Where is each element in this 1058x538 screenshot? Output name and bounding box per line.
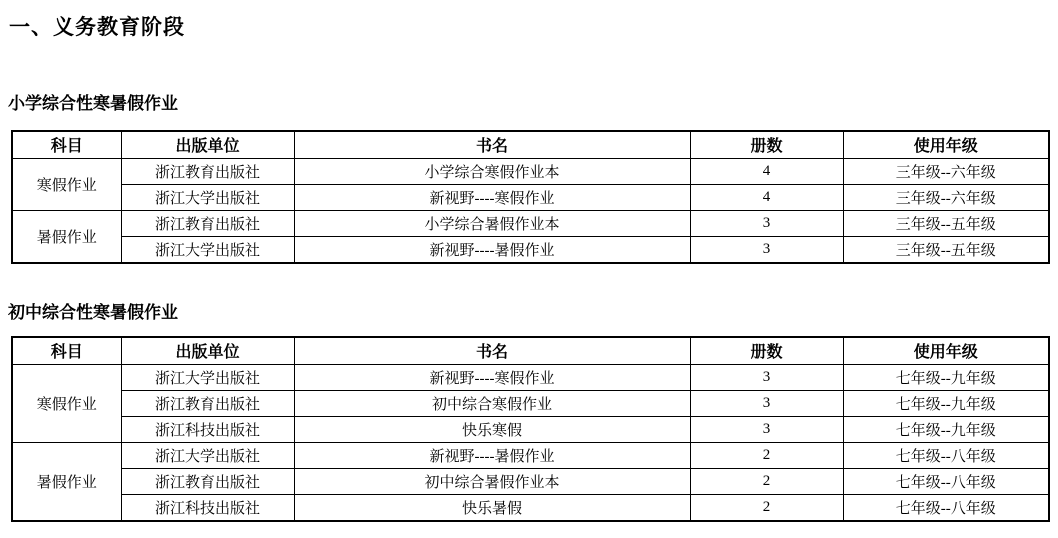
subject-cell: 暑假作业 [12,210,121,263]
book-name-cell: 小学综合暑假作业本 [294,210,690,236]
grades-cell: 三年级--五年级 [843,210,1049,236]
header-row [12,337,1049,365]
section-title: 小学综合性寒暑假作业 [8,94,178,114]
table-row [12,210,1049,236]
column-header: 册数 [690,337,843,365]
publisher-cell: 浙江教育出版社 [121,210,294,236]
column-header: 出版单位 [121,337,294,365]
volume-count-cell: 2 [690,468,843,494]
grades-cell: 七年级--九年级 [843,390,1049,416]
homework-table [11,336,1050,522]
table-row [12,416,1049,442]
volume-count-cell: 3 [690,390,843,416]
publisher-cell: 浙江教育出版社 [121,390,294,416]
table-row [12,364,1049,390]
grades-cell: 七年级--八年级 [843,494,1049,521]
volume-count-cell: 4 [690,158,843,184]
table-row [12,184,1049,210]
section-middle-school [0,303,1058,522]
column-header: 使用年级 [843,131,1049,159]
table-header [12,337,1049,365]
volume-count-cell: 3 [690,416,843,442]
grades-cell: 三年级--六年级 [843,184,1049,210]
publisher-cell: 浙江科技出版社 [121,494,294,521]
table-row [12,442,1049,468]
volume-count-cell: 3 [690,364,843,390]
book-name-cell: 新视野----寒假作业 [294,184,690,210]
publisher-cell: 浙江大学出版社 [121,236,294,263]
publisher-cell: 浙江教育出版社 [121,158,294,184]
grades-cell: 三年级--五年级 [843,236,1049,263]
subject-cell: 寒假作业 [12,158,121,210]
table-body [12,364,1049,521]
grades-cell: 七年级--九年级 [843,364,1049,390]
sections-container [0,94,1058,522]
table-header [12,131,1049,159]
page-title: 一、义务教育阶段 [9,15,185,39]
volume-count-cell: 4 [690,184,843,210]
publisher-cell: 浙江大学出版社 [121,364,294,390]
book-name-cell: 初中综合寒假作业 [294,390,690,416]
book-name-cell: 新视野----暑假作业 [294,236,690,263]
book-name-cell: 快乐暑假 [294,494,690,521]
grades-cell: 七年级--九年级 [843,416,1049,442]
grades-cell: 七年级--八年级 [843,468,1049,494]
table-row [12,494,1049,521]
column-header: 出版单位 [121,131,294,159]
column-header: 科目 [12,337,121,365]
header-row [12,131,1049,159]
table-row [12,158,1049,184]
grades-cell: 七年级--八年级 [843,442,1049,468]
subject-cell: 暑假作业 [12,442,121,521]
column-header: 册数 [690,131,843,159]
column-header: 使用年级 [843,337,1049,365]
book-name-cell: 新视野----寒假作业 [294,364,690,390]
volume-count-cell: 2 [690,442,843,468]
table-row [12,468,1049,494]
book-name-cell: 新视野----暑假作业 [294,442,690,468]
book-name-cell: 快乐寒假 [294,416,690,442]
table-body [12,158,1049,263]
column-header: 科目 [12,131,121,159]
column-header: 书名 [294,337,690,365]
publisher-cell: 浙江大学出版社 [121,442,294,468]
publisher-cell: 浙江科技出版社 [121,416,294,442]
column-header: 书名 [294,131,690,159]
homework-table [11,130,1050,264]
table-row [12,236,1049,263]
section-primary-school [0,94,1058,263]
volume-count-cell: 2 [690,494,843,521]
volume-count-cell: 3 [690,210,843,236]
book-name-cell: 小学综合寒假作业本 [294,158,690,184]
subject-cell: 寒假作业 [12,364,121,442]
section-title: 初中综合性寒暑假作业 [8,302,178,322]
book-name-cell: 初中综合暑假作业本 [294,468,690,494]
volume-count-cell: 3 [690,236,843,263]
grades-cell: 三年级--六年级 [843,158,1049,184]
publisher-cell: 浙江大学出版社 [121,184,294,210]
publisher-cell: 浙江教育出版社 [121,468,294,494]
table-row [12,390,1049,416]
